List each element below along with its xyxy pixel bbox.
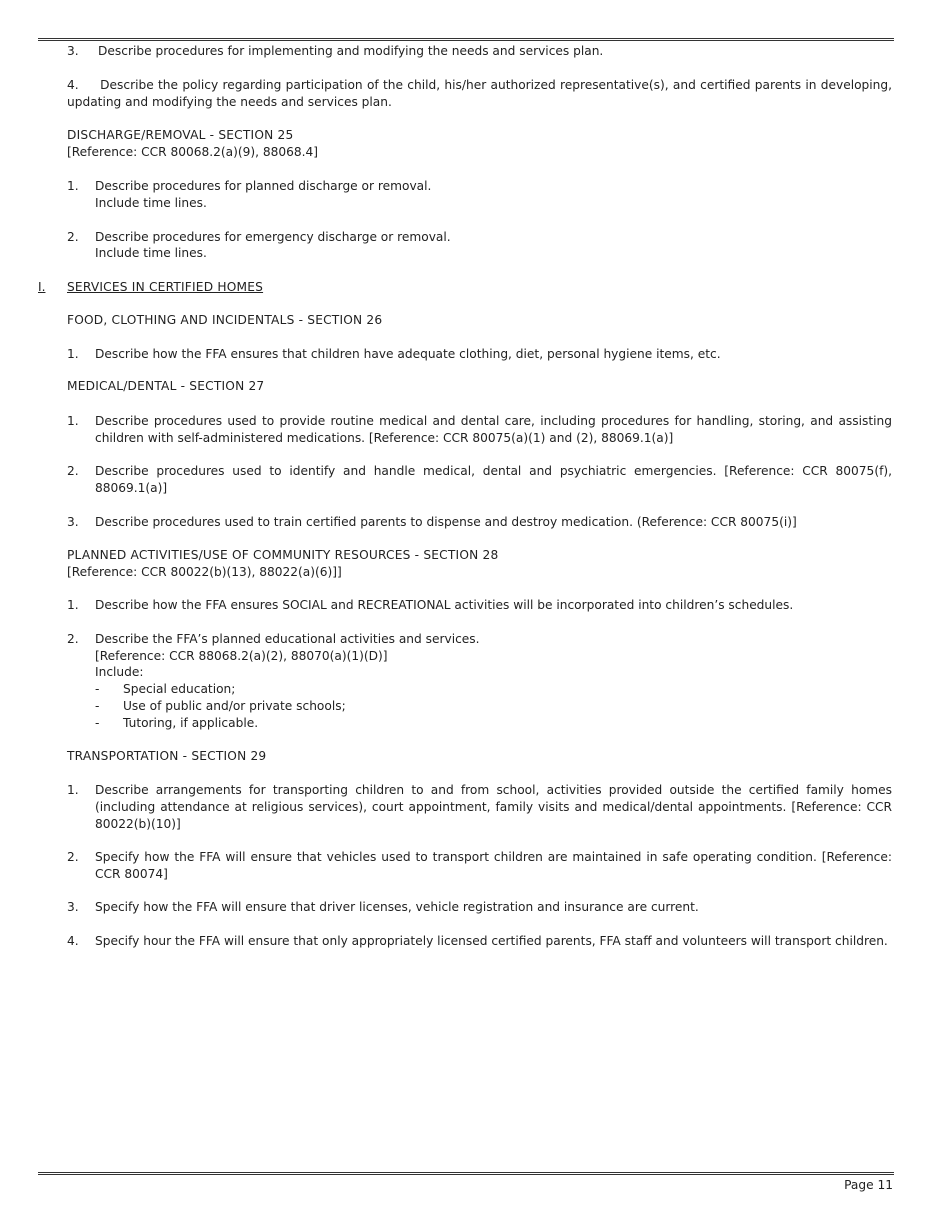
planned-item-1: Describe how the FFA ensures SOCIAL and RECREATIONAL activities will be incorporated into children’s schedules.	[95, 598, 794, 612]
item-number: 3.	[67, 900, 79, 914]
top-rule	[38, 38, 894, 41]
planned-heading: PLANNED ACTIVITIES/USE OF COMMUNITY RESOURCES - SECTION 28	[67, 548, 499, 562]
item-number: 3.	[67, 44, 79, 58]
transport-item-1: Describe arrangements for transporting children to and from school, activities provided outside the certified family homes (including attendance at religious services), court appointment, family visits and medical/dental appointments. [Reference: CCR 80022(b)(10)]	[95, 783, 892, 831]
transport-item-4: Specify hour the FFA will ensure that only appropriately licensed certified parents, FFA staff and volunteers will transport children.	[95, 934, 888, 948]
item-number: 1.	[67, 414, 79, 428]
discharge-item-1-line2: Include time lines.	[95, 196, 207, 210]
item-number: 2.	[67, 850, 79, 864]
medical-heading: MEDICAL/DENTAL - SECTION 27	[67, 379, 265, 393]
bullet-dash: -	[95, 716, 100, 730]
item-number: 1.	[67, 783, 79, 797]
transport-heading: TRANSPORTATION - SECTION 29	[67, 749, 267, 763]
transport-item-3: Specify how the FFA will ensure that driver licenses, vehicle registration and insurance are current.	[95, 900, 699, 914]
bullet-dash: -	[95, 682, 100, 696]
medical-item-2: Describe procedures used to identify and handle medical, dental and psychiatric emergencies. [Reference: CCR 80075(f), 88069.1(a)]	[95, 464, 892, 495]
item-number: 1.	[67, 598, 79, 612]
top-item-4	[67, 77, 892, 111]
item-number: 1.	[67, 347, 79, 361]
item-number: 4.	[67, 78, 79, 92]
bottom-rule	[38, 1172, 894, 1175]
bullet-tutoring: Tutoring, if applicable.	[123, 716, 259, 730]
bullet-special-education: Special education;	[123, 682, 236, 696]
transport-item-2: Specify how the FFA will ensure that vehicles used to transport children are maintained in safe operating condition. [Reference: CCR 80074]	[95, 850, 892, 881]
page-number: Page 11	[844, 1178, 893, 1192]
discharge-heading: DISCHARGE/REMOVAL - SECTION 25	[67, 128, 294, 142]
discharge-reference: [Reference: CCR 80068.2(a)(9), 88068.4]	[67, 145, 319, 159]
medical-item-3: Describe procedures used to train certified parents to dispense and destroy medication. (Reference: CCR 80075(i)]	[95, 515, 797, 529]
section-letter: I.	[38, 280, 46, 294]
discharge-item-2-line2: Include time lines.	[95, 246, 207, 260]
planned-item-2-reference: [Reference: CCR 88068.2(a)(2), 88070(a)(1)(D)]	[95, 649, 388, 663]
planned-reference: [Reference: CCR 80022(b)(13), 88022(a)(6)]]	[67, 565, 342, 579]
item-number: 2.	[67, 230, 79, 244]
bullet-dash: -	[95, 699, 100, 713]
planned-item-2: Describe the FFA’s planned educational activities and services.	[95, 632, 480, 646]
top-item-3	[67, 43, 603, 60]
discharge-item-1-line1: Describe procedures for planned discharge or removal.	[95, 179, 432, 193]
food-heading: FOOD, CLOTHING AND INCIDENTALS - SECTION 26	[67, 313, 383, 327]
item-text: Describe the policy regarding participation of the child, his/her authorized representative(s), and certified parents in developing, updating and modifying the needs and services plan.	[67, 78, 892, 109]
item-text: Describe procedures for implementing and modifying the needs and services plan.	[98, 44, 604, 58]
medical-item-1: Describe procedures used to provide routine medical and dental care, including procedures for handling, storing, and assisting children with self-administered medications. [Reference: CCR 80075(a)(1) and (2), 88069.1(a)]	[95, 414, 892, 445]
bullet-schools: Use of public and/or private schools;	[123, 699, 346, 713]
item-number: 4.	[67, 934, 79, 948]
item-number: 1.	[67, 179, 79, 193]
discharge-item-2-line1: Describe procedures for emergency discharge or removal.	[95, 230, 451, 244]
planned-item-2-include: Include:	[95, 665, 144, 679]
item-number: 2.	[67, 464, 79, 478]
item-number: 3.	[67, 515, 79, 529]
item-number: 2.	[67, 632, 79, 646]
section-title: SERVICES IN CERTIFIED HOMES	[67, 280, 264, 294]
food-item-1: Describe how the FFA ensures that children have adequate clothing, diet, personal hygiene items, etc.	[95, 347, 721, 361]
